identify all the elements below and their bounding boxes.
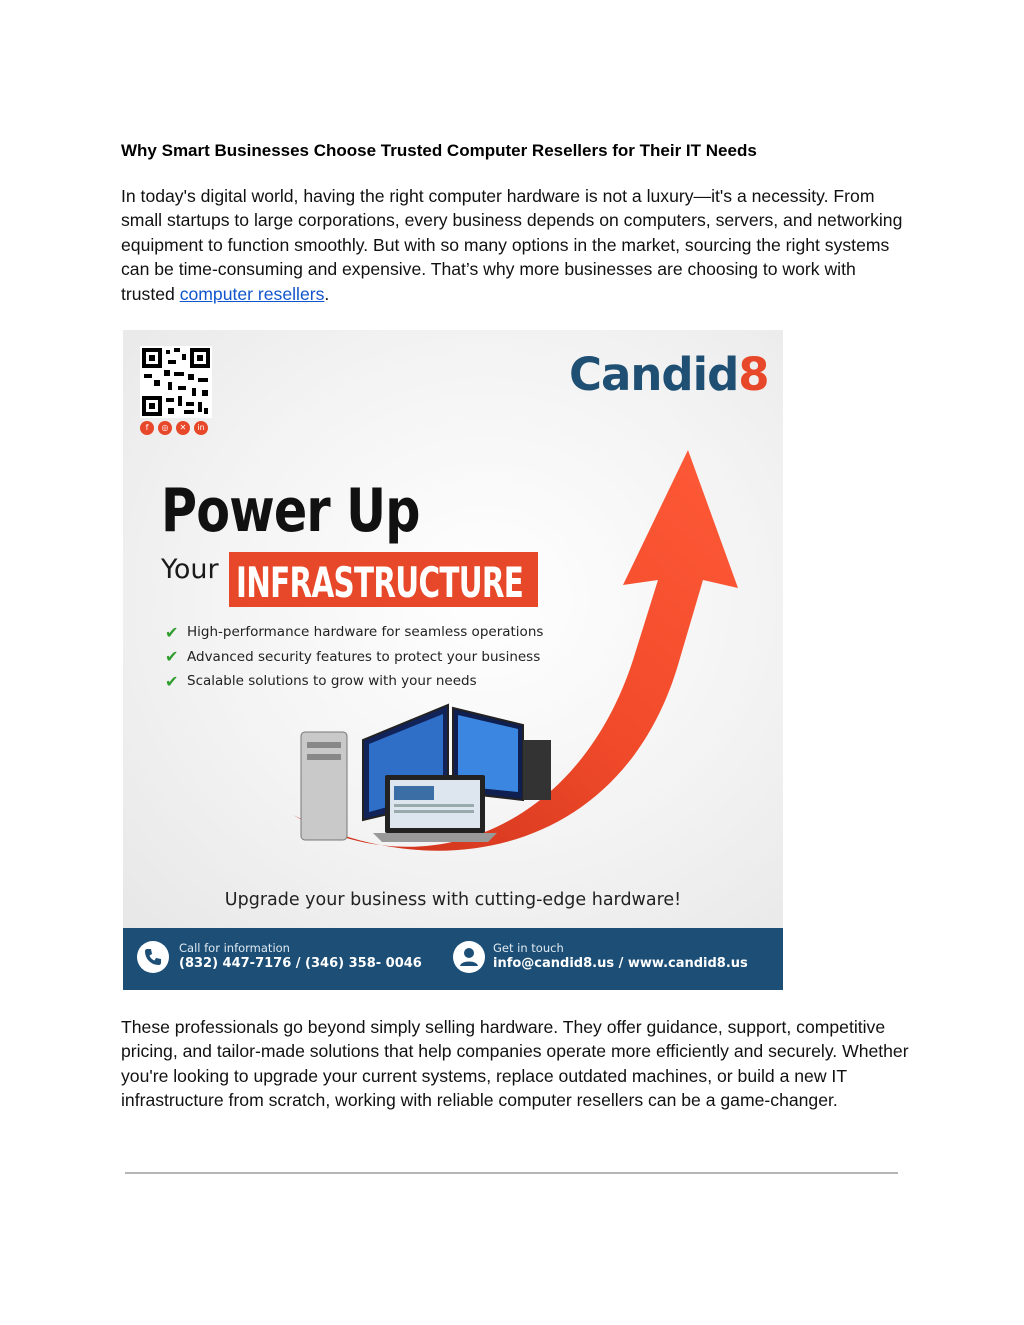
contact-footer [123,928,783,990]
candid8-logo: Candid8 [569,348,769,401]
social-icons [140,421,208,435]
phone-numbers: (832) 447-7176 / (346) 358- 0046 [179,956,422,971]
email-website: info@candid8.us / www.candid8.us [493,956,748,971]
infrastructure-highlight [229,552,538,607]
page-title: Why Smart Businesses Choose Trusted Computer Resellers for Their IT Needs [121,141,757,160]
qr-code-icon [140,346,212,418]
feature-item: ✔ High-performance hardware for seamless operations [165,622,544,642]
horizontal-divider [125,1172,898,1174]
body-paragraph: These professionals go beyond simply selling hardware. They offer guidance, support, competitive pricing, and tailor-made solutions that help companies operate more efficiently and securely. Whether you're looking to upgrade your current systems, replace outdated machines, or build a new IT infrastructure from scratch, working with reliable computer resellers can be a game-changer. [121,1017,909,1111]
instagram-icon: ◎ [158,421,172,435]
checkmark-icon: ✔ [165,671,179,691]
checkmark-icon: ✔ [165,647,179,667]
feature-list [165,620,543,694]
intro-text: In today's digital world, having the right computer hardware is not a luxury—it's a necessity. From small startups to large corporations, every business depends on computers, servers, and networking equipment to function smoothly. But with so many options in the market, sourcing the right systems can be time-consuming and expensive. That’s why more businesses are choosing to work with trusted [121,186,903,304]
call-label: Call for information [179,941,290,955]
banner-subhead: Your [161,554,219,585]
promo-banner-image [123,330,783,990]
checkmark-icon: ✔ [165,622,179,642]
phone-icon [137,941,169,973]
intro-end: . [324,283,330,304]
touch-label: Get in touch [493,941,564,955]
computer-resellers-link[interactable]: computer resellers [179,283,325,304]
feature-item: ✔ Scalable solutions to grow with your needs [165,671,477,691]
banner-tagline: Upgrade your business with cutting-edge hardware! [224,890,682,910]
infrastructure-text: INFRASTRUCTURE [236,558,524,607]
x-icon: ✕ [176,421,190,435]
feature-item: ✔ Advanced security features to protect your business [165,647,541,667]
linkedin-icon: in [194,421,208,435]
facebook-icon: f [140,421,154,435]
user-icon [453,941,485,973]
intro-paragraph [121,184,911,306]
banner-headline: Power Up [161,476,420,546]
